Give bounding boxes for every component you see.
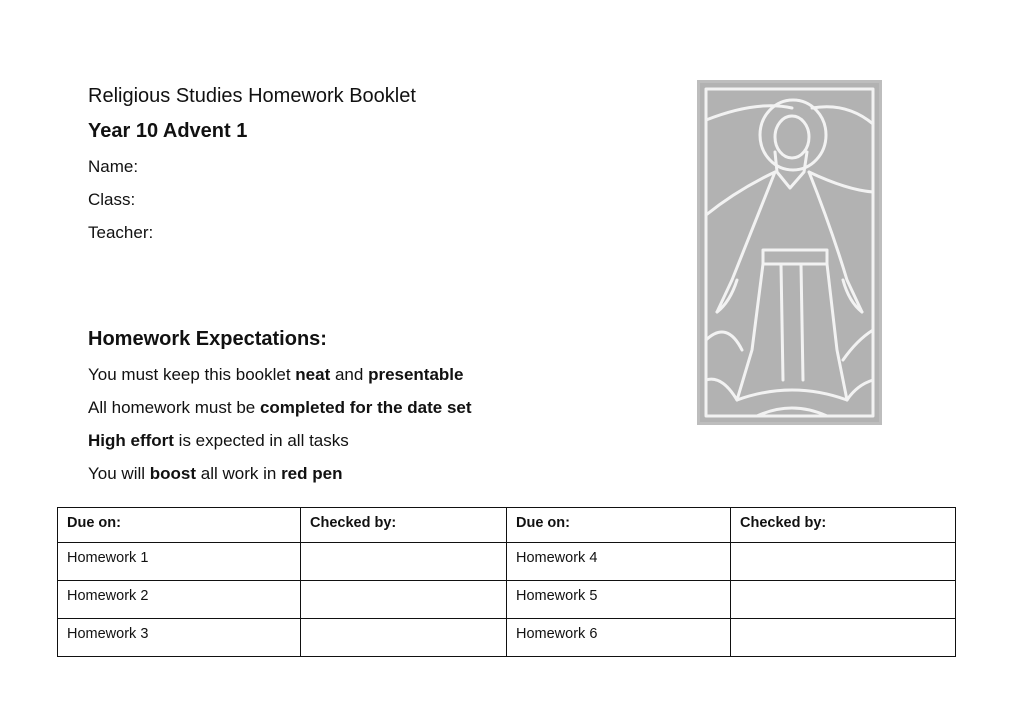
homework-tracker-table (57, 507, 956, 657)
homework-due-cell: Homework 4 (507, 543, 731, 581)
expectations-heading: Homework Expectations: (88, 328, 327, 350)
due-on-header: Due on: (507, 508, 731, 543)
booklet-subtitle: Year 10 Advent 1 (88, 120, 248, 142)
homework-due-cell: Homework 5 (507, 581, 731, 619)
homework-due-cell: Homework 6 (507, 619, 731, 657)
name-field-label: Name: (88, 157, 139, 176)
checked-by-cell[interactable] (301, 619, 507, 657)
homework-due-cell: Homework 2 (58, 581, 301, 619)
checked-by-cell[interactable] (301, 581, 507, 619)
expectation-rule-1: You must keep this booklet neat and presentable (88, 365, 464, 384)
stained-glass-figure-image (697, 80, 882, 425)
checked-by-cell[interactable] (731, 619, 956, 657)
expectation-rule-4: You will boost all work in red pen (88, 464, 343, 483)
due-on-header: Due on: (58, 508, 301, 543)
checked-by-cell[interactable] (731, 581, 956, 619)
class-field-label: Class: (88, 190, 136, 209)
teacher-field-label: Teacher: (88, 223, 154, 242)
expectation-rule-2: All homework must be completed for the date set (88, 398, 472, 417)
expectation-rule-3: High effort is expected in all tasks (88, 431, 349, 450)
table-row (58, 619, 956, 657)
table-header-row (58, 508, 956, 543)
homework-due-cell: Homework 1 (58, 543, 301, 581)
booklet-title: Religious Studies Homework Booklet (88, 85, 416, 107)
table-row (58, 581, 956, 619)
checked-by-header: Checked by: (731, 508, 956, 543)
checked-by-cell[interactable] (301, 543, 507, 581)
checked-by-header: Checked by: (301, 508, 507, 543)
table-row (58, 543, 956, 581)
checked-by-cell[interactable] (731, 543, 956, 581)
homework-due-cell: Homework 3 (58, 619, 301, 657)
